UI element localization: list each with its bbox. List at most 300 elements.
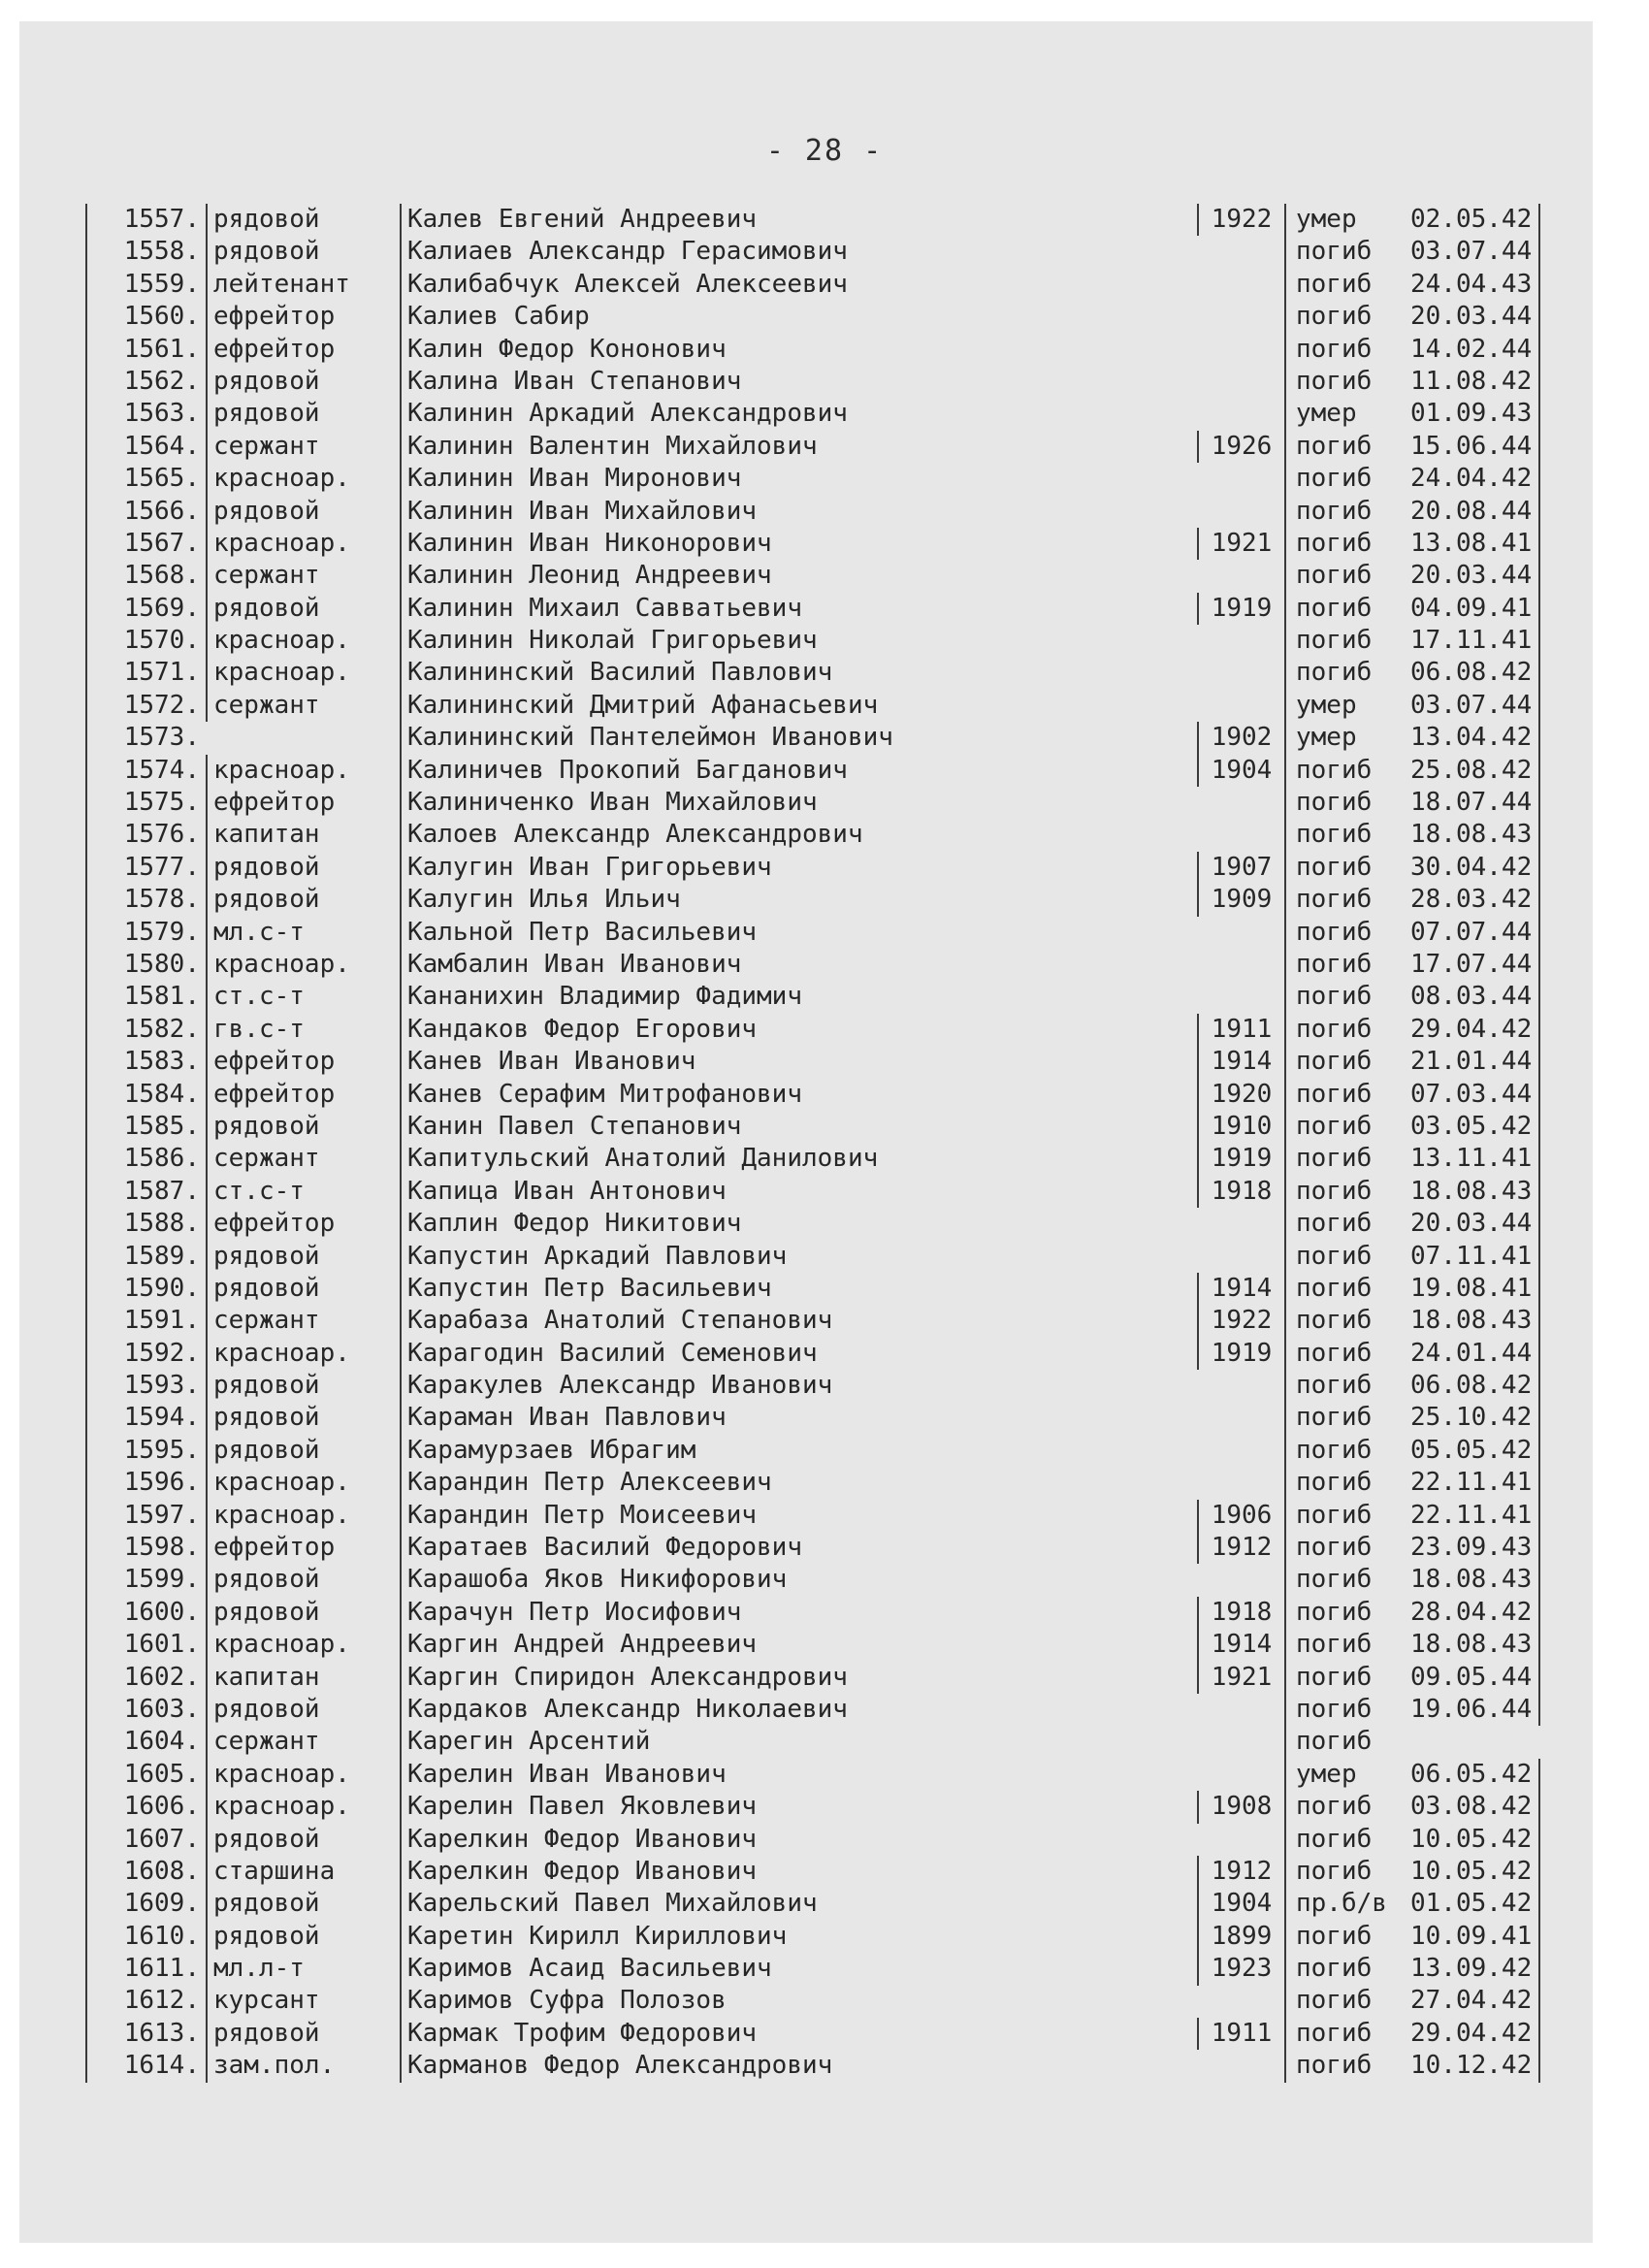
fate: погиб (1284, 981, 1410, 1013)
rank: рядовой (206, 1921, 400, 1953)
rank: красноар. (206, 463, 400, 495)
date: 03.07.44 (1410, 236, 1540, 268)
full-name: Камбалин Иван Иванович (400, 949, 1197, 981)
full-name: Капустин Аркадий Павлович (400, 1241, 1197, 1273)
rank: красноар. (206, 528, 400, 560)
record-number: 1558. (85, 236, 206, 268)
fate: погиб (1284, 949, 1410, 981)
fate: погиб (1284, 1985, 1410, 2017)
full-name: Карелкин Федор Иванович (400, 1824, 1197, 1856)
birth-year: 1914 (1197, 1273, 1284, 1305)
rank: красноар. (206, 1629, 400, 1661)
full-name: Карегин Арсентий (400, 1726, 1197, 1758)
date: 06.05.42 (1410, 1759, 1540, 1791)
rank: рядовой (206, 1370, 400, 1402)
record-number: 1606. (85, 1791, 206, 1823)
full-name: Канин Павел Степанович (400, 1111, 1197, 1143)
full-name: Калугин Иван Григорьевич (400, 852, 1197, 884)
date: 25.10.42 (1410, 1402, 1540, 1434)
full-name: Калинин Иван Михайлович (400, 496, 1197, 528)
rank: ефрейтор (206, 334, 400, 366)
rank: рядовой (206, 1402, 400, 1434)
birth-year: 1904 (1197, 755, 1284, 787)
table-row (85, 366, 1540, 398)
date: 10.09.41 (1410, 1921, 1540, 1953)
table-row (85, 884, 1540, 916)
table-row (85, 1467, 1540, 1499)
table-row (85, 301, 1540, 333)
date: 03.07.44 (1410, 690, 1540, 722)
record-number: 1568. (85, 560, 206, 592)
date: 06.08.42 (1410, 1370, 1540, 1402)
fate: погиб (1284, 787, 1410, 819)
table-row (85, 1824, 1540, 1856)
record-number: 1605. (85, 1759, 206, 1791)
record-number: 1560. (85, 301, 206, 333)
rank: курсант (206, 1985, 400, 2017)
table-row (85, 1629, 1540, 1661)
page-number: - 28 - (765, 134, 884, 168)
full-name: Калиничев Прокопий Багданович (400, 755, 1197, 787)
fate: погиб (1284, 1564, 1410, 1596)
table-row (85, 1759, 1540, 1791)
date: 01.09.43 (1410, 398, 1540, 430)
full-name: Капитульский Анатолий Данилович (400, 1143, 1197, 1175)
table-row (85, 1305, 1540, 1337)
date: 23.09.43 (1410, 1532, 1540, 1564)
date: 06.08.42 (1410, 657, 1540, 689)
date: 24.04.43 (1410, 269, 1540, 301)
full-name: Карандин Петр Моисеевич (400, 1500, 1197, 1532)
rank: рядовой (206, 884, 400, 916)
table-row (85, 1176, 1540, 1208)
fate: погиб (1284, 1402, 1410, 1434)
table-row (85, 981, 1540, 1013)
date: 13.04.42 (1410, 722, 1540, 754)
birth-year: 1914 (1197, 1046, 1284, 1078)
record-number: 1588. (85, 1208, 206, 1240)
full-name: Калиев Сабир (400, 301, 1197, 333)
date: 24.04.42 (1410, 463, 1540, 495)
birth-year: 1911 (1197, 2018, 1284, 2050)
table-row (85, 236, 1540, 268)
date: 18.08.43 (1410, 1305, 1540, 1337)
table-row (85, 1694, 1540, 1726)
fate: погиб (1284, 1014, 1410, 1046)
table-row (85, 1564, 1540, 1596)
full-name: Капица Иван Антонович (400, 1176, 1197, 1208)
fate: погиб (1284, 463, 1410, 495)
full-name: Карабаза Анатолий Степанович (400, 1305, 1197, 1337)
table-row (85, 690, 1540, 722)
table-row (85, 1500, 1540, 1532)
table-row (85, 593, 1540, 625)
record-number: 1559. (85, 269, 206, 301)
birth-year: 1923 (1197, 1953, 1284, 1985)
date: 01.05.42 (1410, 1888, 1540, 1920)
record-number: 1603. (85, 1694, 206, 1726)
birth-year: 1902 (1197, 722, 1284, 754)
fate: пр.б/в (1284, 1888, 1410, 1920)
record-number: 1578. (85, 884, 206, 916)
record-number: 1608. (85, 1856, 206, 1888)
table-row (85, 1143, 1540, 1175)
date: 09.05.44 (1410, 1662, 1540, 1694)
table-row (85, 852, 1540, 884)
record-number: 1599. (85, 1564, 206, 1596)
record-number: 1601. (85, 1629, 206, 1661)
record-number: 1587. (85, 1176, 206, 1208)
rank: ефрейтор (206, 301, 400, 333)
rank: красноар. (206, 1500, 400, 1532)
fate: погиб (1284, 755, 1410, 787)
fate: погиб (1284, 560, 1410, 592)
full-name: Карелкин Федор Иванович (400, 1856, 1197, 1888)
fate: погиб (1284, 1921, 1410, 1953)
record-number: 1604. (85, 1726, 206, 1758)
record-number: 1595. (85, 1435, 206, 1467)
full-name: Калинин Михаил Савватьевич (400, 593, 1197, 625)
fate: погиб (1284, 657, 1410, 689)
full-name: Кальной Петр Васильевич (400, 917, 1197, 949)
birth-year: 1914 (1197, 1629, 1284, 1661)
table-row (85, 1856, 1540, 1888)
rank: мл.с-т (206, 917, 400, 949)
fate: погиб (1284, 528, 1410, 560)
table-row (85, 1273, 1540, 1305)
record-number: 1564. (85, 431, 206, 463)
rank: рядовой (206, 593, 400, 625)
fate: погиб (1284, 1629, 1410, 1661)
table-row (85, 1370, 1540, 1402)
record-number: 1566. (85, 496, 206, 528)
rank: рядовой (206, 1888, 400, 1920)
full-name: Калинин Иван Никонорович (400, 528, 1197, 560)
table-row (85, 1532, 1540, 1564)
record-number: 1574. (85, 755, 206, 787)
full-name: Карагодин Василий Семенович (400, 1338, 1197, 1370)
birth-year: 1912 (1197, 1532, 1284, 1564)
date: 04.09.41 (1410, 593, 1540, 625)
birth-year: 1920 (1197, 1079, 1284, 1111)
birth-year: 1899 (1197, 1921, 1284, 1953)
rank: старшина (206, 1856, 400, 1888)
date: 14.02.44 (1410, 334, 1540, 366)
full-name: Кардаков Александр Николаевич (400, 1694, 1197, 1726)
table-row (85, 755, 1540, 787)
rank: ст.с-т (206, 1176, 400, 1208)
date: 30.04.42 (1410, 852, 1540, 884)
table-row (85, 1402, 1540, 1434)
birth-year: 1921 (1197, 528, 1284, 560)
full-name: Калина Иван Степанович (400, 366, 1197, 398)
full-name: Каргин Спиридон Александрович (400, 1662, 1197, 1694)
date: 20.03.44 (1410, 560, 1540, 592)
full-name: Карачун Петр Иосифович (400, 1597, 1197, 1629)
full-name: Карельский Павел Михайлович (400, 1888, 1197, 1920)
record-number: 1579. (85, 917, 206, 949)
rank: рядовой (206, 1597, 400, 1629)
record-number: 1596. (85, 1467, 206, 1499)
rank: сержант (206, 690, 400, 722)
date: 18.08.43 (1410, 1629, 1540, 1661)
record-number: 1597. (85, 1500, 206, 1532)
fate: погиб (1284, 819, 1410, 851)
table-row (85, 625, 1540, 657)
full-name: Калиниченко Иван Михайлович (400, 787, 1197, 819)
table-row (85, 819, 1540, 851)
date: 05.05.42 (1410, 1435, 1540, 1467)
record-number: 1576. (85, 819, 206, 851)
rank: капитан (206, 819, 400, 851)
fate: погиб (1284, 1176, 1410, 1208)
table-row (85, 2050, 1540, 2082)
birth-year: 1908 (1197, 1791, 1284, 1823)
record-number: 1563. (85, 398, 206, 430)
birth-year: 1918 (1197, 1597, 1284, 1629)
fate: погиб (1284, 1467, 1410, 1499)
date: 02.05.42 (1410, 204, 1540, 236)
fate: погиб (1284, 431, 1410, 463)
date: 28.03.42 (1410, 884, 1540, 916)
full-name: Калининский Пантелеймон Иванович (400, 722, 1197, 754)
full-name: Караман Иван Павлович (400, 1402, 1197, 1434)
table-row (85, 1111, 1540, 1143)
rank: красноар. (206, 1467, 400, 1499)
full-name: Карелин Иван Иванович (400, 1759, 1197, 1791)
fate: погиб (1284, 269, 1410, 301)
record-number: 1583. (85, 1046, 206, 1078)
rank: ефрейтор (206, 1532, 400, 1564)
record-number: 1590. (85, 1273, 206, 1305)
full-name: Канев Иван Иванович (400, 1046, 1197, 1078)
rank: красноар. (206, 1759, 400, 1791)
full-name: Карашоба Яков Никифорович (400, 1564, 1197, 1596)
fate: умер (1284, 722, 1410, 754)
full-name: Калугин Илья Ильич (400, 884, 1197, 916)
roster-table (85, 204, 1540, 2083)
record-number: 1591. (85, 1305, 206, 1337)
table-row (85, 204, 1540, 236)
table-row (85, 1208, 1540, 1240)
full-name: Каплин Федор Никитович (400, 1208, 1197, 1240)
rank: рядовой (206, 204, 400, 236)
table-row (85, 560, 1540, 592)
date: 17.11.41 (1410, 625, 1540, 657)
table-row (85, 528, 1540, 560)
rank: рядовой (206, 1435, 400, 1467)
record-number: 1565. (85, 463, 206, 495)
full-name: Каракулев Александр Иванович (400, 1370, 1197, 1402)
record-number: 1592. (85, 1338, 206, 1370)
date: 19.06.44 (1410, 1694, 1540, 1726)
record-number: 1569. (85, 593, 206, 625)
fate: погиб (1284, 917, 1410, 949)
full-name: Калев Евгений Андреевич (400, 204, 1197, 236)
full-name: Калининский Дмитрий Афанасьевич (400, 690, 1197, 722)
table-row (85, 1338, 1540, 1370)
rank: сержант (206, 1726, 400, 1758)
record-number: 1573. (85, 722, 206, 754)
date: 17.07.44 (1410, 949, 1540, 981)
record-number: 1612. (85, 1985, 206, 2017)
fate: умер (1284, 1759, 1410, 1791)
full-name: Канев Серафим Митрофанович (400, 1079, 1197, 1111)
date: 19.08.41 (1410, 1273, 1540, 1305)
date: 07.07.44 (1410, 917, 1540, 949)
fate: погиб (1284, 1726, 1410, 1758)
full-name: Каримов Асаид Васильевич (400, 1953, 1197, 1985)
date: 24.01.44 (1410, 1338, 1540, 1370)
full-name: Калинин Николай Григорьевич (400, 625, 1197, 657)
date: 18.08.43 (1410, 1564, 1540, 1596)
fate: погиб (1284, 1338, 1410, 1370)
birth-year: 1919 (1197, 593, 1284, 625)
date: 20.08.44 (1410, 496, 1540, 528)
record-number: 1575. (85, 787, 206, 819)
rank: красноар. (206, 755, 400, 787)
full-name: Каратаев Василий Федорович (400, 1532, 1197, 1564)
birth-year: 1926 (1197, 431, 1284, 463)
fate: погиб (1284, 1079, 1410, 1111)
table-row (85, 1888, 1540, 1920)
rank: рядовой (206, 398, 400, 430)
table-row (85, 1985, 1540, 2017)
date: 15.06.44 (1410, 431, 1540, 463)
rank: ефрейтор (206, 787, 400, 819)
full-name: Калининский Василий Павлович (400, 657, 1197, 689)
rank: красноар. (206, 1791, 400, 1823)
fate: погиб (1284, 301, 1410, 333)
fate: умер (1284, 204, 1410, 236)
date: 08.03.44 (1410, 981, 1540, 1013)
table-row (85, 334, 1540, 366)
full-name: Калибабчук Алексей Алексеевич (400, 269, 1197, 301)
date: 11.08.42 (1410, 366, 1540, 398)
rank: красноар. (206, 625, 400, 657)
table-row (85, 431, 1540, 463)
date: 13.08.41 (1410, 528, 1540, 560)
full-name: Карандин Петр Алексеевич (400, 1467, 1197, 1499)
birth-year: 1922 (1197, 204, 1284, 236)
record-number: 1570. (85, 625, 206, 657)
record-number: 1607. (85, 1824, 206, 1856)
record-number: 1571. (85, 657, 206, 689)
rank: рядовой (206, 1273, 400, 1305)
date: 03.08.42 (1410, 1791, 1540, 1823)
fate: погиб (1284, 1241, 1410, 1273)
birth-year: 1922 (1197, 1305, 1284, 1337)
table-row (85, 496, 1540, 528)
fate: погиб (1284, 852, 1410, 884)
birth-year: 1904 (1197, 1888, 1284, 1920)
rank: ст.с-т (206, 981, 400, 1013)
full-name: Каримов Суфра Полозов (400, 1985, 1197, 2017)
full-name: Кананихин Владимир Фадимич (400, 981, 1197, 1013)
date: 13.11.41 (1410, 1143, 1540, 1175)
record-number: 1572. (85, 690, 206, 722)
record-number: 1600. (85, 1597, 206, 1629)
table-row (85, 1597, 1540, 1629)
rank: сержант (206, 1143, 400, 1175)
fate: погиб (1284, 1208, 1410, 1240)
full-name: Калин Федор Кононович (400, 334, 1197, 366)
full-name: Карамурзаев Ибрагим (400, 1435, 1197, 1467)
date: 18.08.43 (1410, 1176, 1540, 1208)
rank: красноар. (206, 949, 400, 981)
fate: погиб (1284, 1370, 1410, 1402)
full-name: Каргин Андрей Андреевич (400, 1629, 1197, 1661)
full-name: Капустин Петр Васильевич (400, 1273, 1197, 1305)
table-row (85, 2018, 1540, 2050)
record-number: 1585. (85, 1111, 206, 1143)
birth-year: 1912 (1197, 1856, 1284, 1888)
fate: погиб (1284, 1111, 1410, 1143)
fate: погиб (1284, 1046, 1410, 1078)
rank: рядовой (206, 852, 400, 884)
fate: погиб (1284, 1694, 1410, 1726)
rank: ефрейтор (206, 1208, 400, 1240)
table-row (85, 917, 1540, 949)
record-number: 1577. (85, 852, 206, 884)
date: 29.04.42 (1410, 2018, 1540, 2050)
fate: погиб (1284, 2050, 1410, 2082)
date: 22.11.41 (1410, 1500, 1540, 1532)
date: 27.04.42 (1410, 1985, 1540, 2017)
record-number: 1581. (85, 981, 206, 1013)
fate: погиб (1284, 1953, 1410, 1985)
rank: рядовой (206, 1694, 400, 1726)
record-number: 1584. (85, 1079, 206, 1111)
birth-year: 1906 (1197, 1500, 1284, 1532)
record-number: 1609. (85, 1888, 206, 1920)
date: 13.09.42 (1410, 1953, 1540, 1985)
rank: рядовой (206, 2018, 400, 2050)
birth-year: 1910 (1197, 1111, 1284, 1143)
record-number: 1593. (85, 1370, 206, 1402)
date: 21.01.44 (1410, 1046, 1540, 1078)
fate: погиб (1284, 1824, 1410, 1856)
date: 22.11.41 (1410, 1467, 1540, 1499)
fate: погиб (1284, 1500, 1410, 1532)
date: 18.08.43 (1410, 819, 1540, 851)
birth-year: 1918 (1197, 1176, 1284, 1208)
date: 10.05.42 (1410, 1856, 1540, 1888)
fate: погиб (1284, 334, 1410, 366)
rank: рядовой (206, 366, 400, 398)
fate: погиб (1284, 1662, 1410, 1694)
record-number: 1561. (85, 334, 206, 366)
rank: сержант (206, 431, 400, 463)
fate: погиб (1284, 496, 1410, 528)
table-row (85, 1046, 1540, 1078)
fate: погиб (1284, 1143, 1410, 1175)
fate: умер (1284, 690, 1410, 722)
birth-year: 1919 (1197, 1338, 1284, 1370)
fate: погиб (1284, 1597, 1410, 1629)
fate: погиб (1284, 1305, 1410, 1337)
fate: погиб (1284, 1791, 1410, 1823)
rank: ефрейтор (206, 1046, 400, 1078)
birth-year: 1911 (1197, 1014, 1284, 1046)
date: 07.03.44 (1410, 1079, 1540, 1111)
record-number: 1613. (85, 2018, 206, 2050)
rank: красноар. (206, 657, 400, 689)
date: 20.03.44 (1410, 1208, 1540, 1240)
fate: погиб (1284, 236, 1410, 268)
full-name: Каретин Кирилл Кириллович (400, 1921, 1197, 1953)
fate: погиб (1284, 366, 1410, 398)
